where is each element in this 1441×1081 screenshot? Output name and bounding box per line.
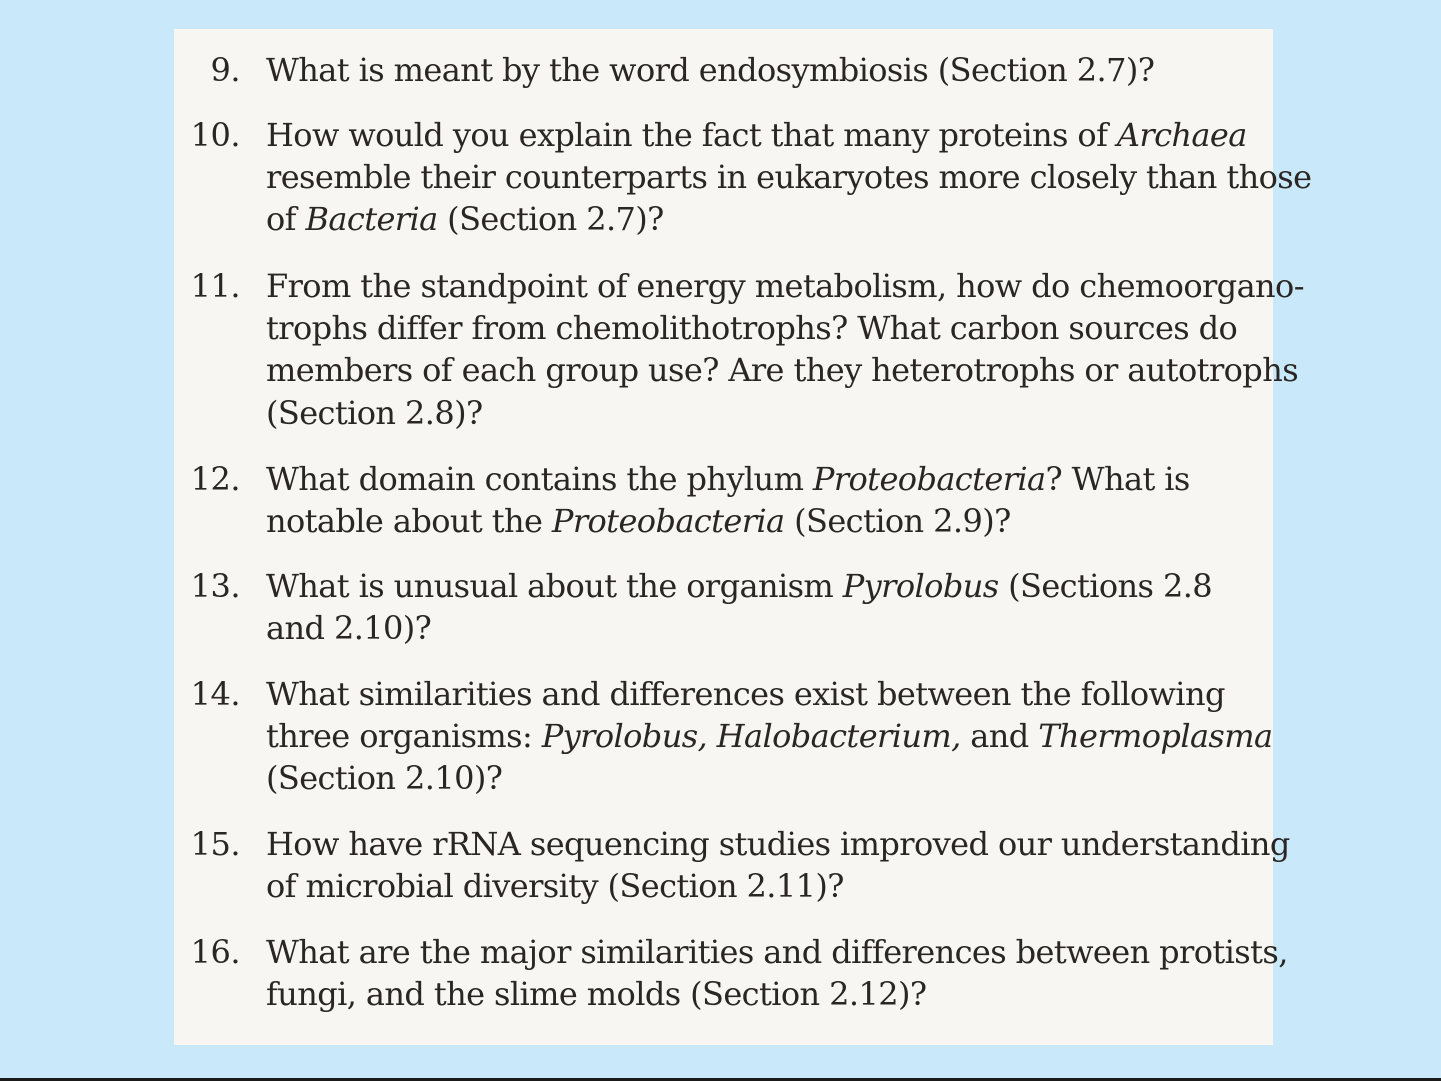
question-line: and 2.10)? xyxy=(266,609,432,647)
question-line: (Section 2.10)? xyxy=(266,759,503,797)
question-number: 12. xyxy=(190,460,240,498)
question-line: resemble their counterparts in eukaryotes more closely than those xyxy=(266,158,1312,196)
question-line: What similarities and differences exist between the following xyxy=(266,675,1225,713)
taxon-name: Archaea xyxy=(1116,116,1247,154)
question-line: of microbial diversity (Section 2.11)? xyxy=(266,867,844,905)
taxon-name: Pyrolobus, Halobacterium, xyxy=(541,717,961,755)
question-line: How have rRNA sequencing studies improved our understanding xyxy=(266,825,1290,863)
question-line: of Bacteria (Section 2.7)? xyxy=(266,200,664,238)
question-line: From the standpoint of energy metabolism, how do chemoorgano- xyxy=(266,267,1304,305)
question-number: 10. xyxy=(190,116,240,154)
question-line: notable about the Proteobacteria (Section 2.9)? xyxy=(266,502,1011,540)
question-line: trophs differ from chemolithotrophs? What carbon sources do xyxy=(266,309,1238,347)
question-number: 14. xyxy=(190,675,240,713)
taxon-name: Proteobacteria xyxy=(551,502,785,540)
question-number: 15. xyxy=(190,825,240,863)
question-number: 11. xyxy=(190,267,240,305)
taxon-name: Thermoplasma xyxy=(1038,717,1273,755)
question-line: three organisms: Pyrolobus, Halobacterium, and Thermoplasma xyxy=(266,717,1273,755)
question-number: 16. xyxy=(190,933,240,971)
question-line: What are the major similarities and differences between protists, xyxy=(266,933,1288,971)
question-line: fungi, and the slime molds (Section 2.12)? xyxy=(266,975,927,1013)
taxon-name: Pyrolobus xyxy=(842,567,999,605)
question-line: How would you explain the fact that many proteins of Archaea xyxy=(266,116,1247,154)
taxon-name: Bacteria xyxy=(305,200,438,238)
question-line: What domain contains the phylum Proteobacteria? What is xyxy=(266,460,1190,498)
question-line: members of each group use? Are they heterotrophs or autotrophs xyxy=(266,351,1299,389)
taxon-name: Proteobacteria xyxy=(812,460,1046,498)
question-page xyxy=(174,29,1312,1045)
question-line: (Section 2.8)? xyxy=(266,394,483,432)
question-number: 13. xyxy=(190,567,240,605)
question-number: 9. xyxy=(210,51,240,89)
question-line: What is unusual about the organism Pyrolobus (Sections 2.8 xyxy=(266,567,1213,605)
question-line: What is meant by the word endosymbiosis (Section 2.7)? xyxy=(266,51,1155,89)
